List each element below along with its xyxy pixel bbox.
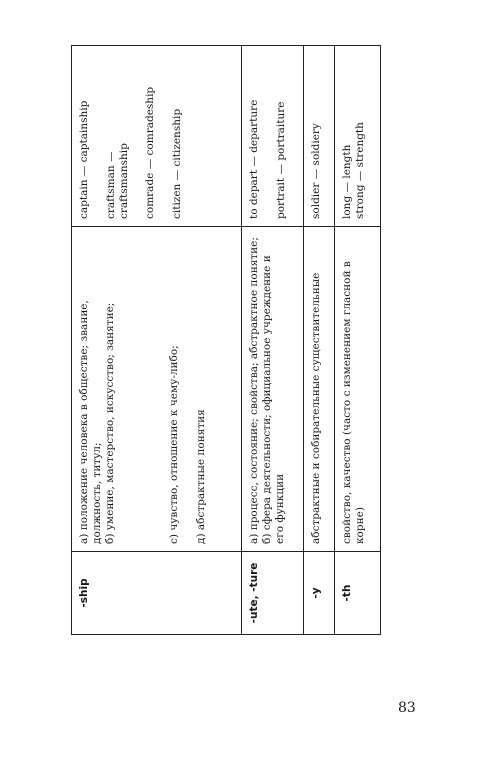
meaning-line: абстрактные и собирательные существительные <box>310 272 323 544</box>
suffix-cell: -y <box>304 552 335 635</box>
suffix-table <box>71 45 381 635</box>
meaning-line: д) абстрактные понятия <box>195 409 208 544</box>
table-row <box>241 46 304 635</box>
meaning-line: б) умение, мастерство, искусство; занятие; <box>103 302 116 544</box>
example-line: portrait — portraiture <box>274 101 287 219</box>
examples-cell <box>304 46 335 227</box>
suffix-cell: -ute, -ture <box>241 552 304 635</box>
examples-cell <box>72 46 242 227</box>
meaning-line: б) сфера деятельности; официальное учреждение и его функции <box>260 255 286 544</box>
example-line: long — length <box>341 144 354 219</box>
meaning-cell <box>72 227 242 552</box>
meaning-cell <box>335 227 381 552</box>
meaning-line: с) чувство, отношение к чему-либо; <box>168 345 181 544</box>
example-line: comrade — comradeship <box>144 86 157 219</box>
example-line: strong — strength <box>353 122 366 219</box>
suffix-cell: -th <box>335 552 381 635</box>
example-line: citizen — citizenship <box>171 108 184 219</box>
rotated-table-wrapper <box>71 45 381 635</box>
table-row <box>335 46 381 635</box>
example-line: craftsmanship <box>117 143 130 219</box>
meaning-cell <box>304 227 335 552</box>
table-row <box>72 46 242 635</box>
example-line: captain — captainship <box>78 100 90 219</box>
example-line: to depart — departure <box>247 99 260 219</box>
meaning-line: свойство, качество (часто с изменением гласной в корне) <box>341 261 366 544</box>
meaning-cell <box>241 227 304 552</box>
table-row <box>304 46 335 635</box>
example-line: craftsman — <box>104 151 117 219</box>
example-line: soldier — soldiery <box>310 123 323 219</box>
meaning-line: а) положение человека в обществе; звание, должность, титул; <box>78 300 103 544</box>
examples-cell <box>241 46 304 227</box>
examples-cell <box>335 46 381 227</box>
suffix-cell: -ship <box>72 552 242 635</box>
meaning-line: а) процесс, состояние; свойства; абстрактное понятие; <box>247 237 260 544</box>
page-number: 83 <box>398 700 416 716</box>
